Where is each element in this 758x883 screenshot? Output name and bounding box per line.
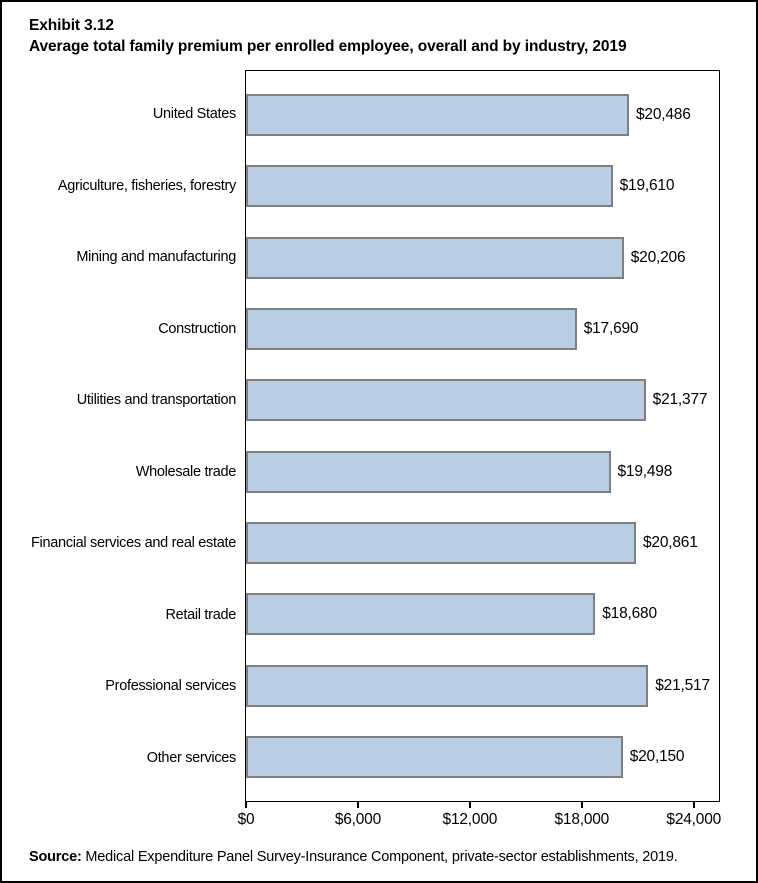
bar-row: [246, 165, 719, 207]
category-label: Mining and manufacturing: [76, 249, 236, 266]
bar-value-label: $20,150: [629, 747, 685, 765]
category-label: Agriculture, fisheries, forestry: [57, 177, 236, 194]
bar: [246, 736, 623, 778]
category-label: Retail trade: [165, 606, 236, 623]
bar-value-label: $21,517: [655, 676, 710, 694]
source-note: [29, 849, 678, 865]
bar-value-label: $19,498: [617, 462, 673, 480]
category-label: Wholesale trade: [135, 463, 236, 480]
bar-row: [246, 665, 719, 707]
bar: [246, 451, 611, 493]
bar-row: [246, 379, 719, 421]
category-label: Professional services: [105, 678, 236, 695]
bar-value-label: $20,861: [643, 533, 698, 551]
x-axis-tick: [693, 802, 695, 808]
bar-row: [246, 593, 719, 635]
bar: [246, 308, 577, 350]
x-axis-tick-label: $12,000: [442, 811, 498, 828]
x-axis-tick: [581, 802, 583, 808]
x-axis-tick-marks: [246, 802, 718, 810]
category-label: Utilities and transportation: [76, 392, 236, 409]
x-axis-tick-labels: [237, 811, 722, 829]
category-label: Other services: [146, 749, 236, 766]
bar: [246, 522, 636, 564]
bar-row: [246, 308, 719, 350]
source-text: Medical Expenditure Panel Survey-Insurance Component, private-sector establishments, 2019.: [81, 849, 678, 865]
bar: [246, 237, 624, 279]
chart-title: Average total family premium per enrolled employee, overall and by industry, 2019: [29, 38, 627, 55]
bar: [246, 379, 646, 421]
x-axis-tick: [357, 802, 359, 808]
bar-value-label: $21,377: [652, 391, 708, 409]
bar-row: [246, 237, 719, 279]
category-label: Financial services and real estate: [31, 535, 236, 552]
bar-row: [246, 522, 719, 564]
x-axis-tick: [469, 802, 471, 808]
bar-row: [246, 736, 719, 778]
title-block: [29, 15, 626, 57]
bar: [246, 94, 629, 136]
exhibit-number: Exhibit 3.12: [29, 17, 114, 34]
bar-value-label: $19,610: [619, 177, 675, 195]
x-axis-tick-label: $0: [237, 811, 255, 828]
bar: [246, 165, 613, 207]
bar-value-label: $20,206: [630, 248, 686, 266]
bar-value-label: $17,690: [583, 319, 639, 337]
plot-area: [245, 70, 720, 802]
x-axis-tick: [245, 802, 247, 808]
x-axis-tick-label: $18,000: [554, 811, 610, 828]
bar: [246, 593, 595, 635]
bar-value-label: $18,680: [602, 605, 657, 623]
bar-value-label: $20,486: [635, 106, 691, 123]
category-label: United States: [152, 106, 236, 122]
bar-row: [246, 451, 719, 493]
category-label: Construction: [158, 320, 236, 337]
bar: [246, 665, 648, 707]
x-axis-tick-label: $24,000: [666, 811, 722, 828]
source-label: Source:: [29, 849, 82, 865]
category-axis-labels: [2, 70, 236, 802]
bar-row: [246, 94, 719, 136]
x-axis-tick-label: $6,000: [334, 811, 382, 828]
